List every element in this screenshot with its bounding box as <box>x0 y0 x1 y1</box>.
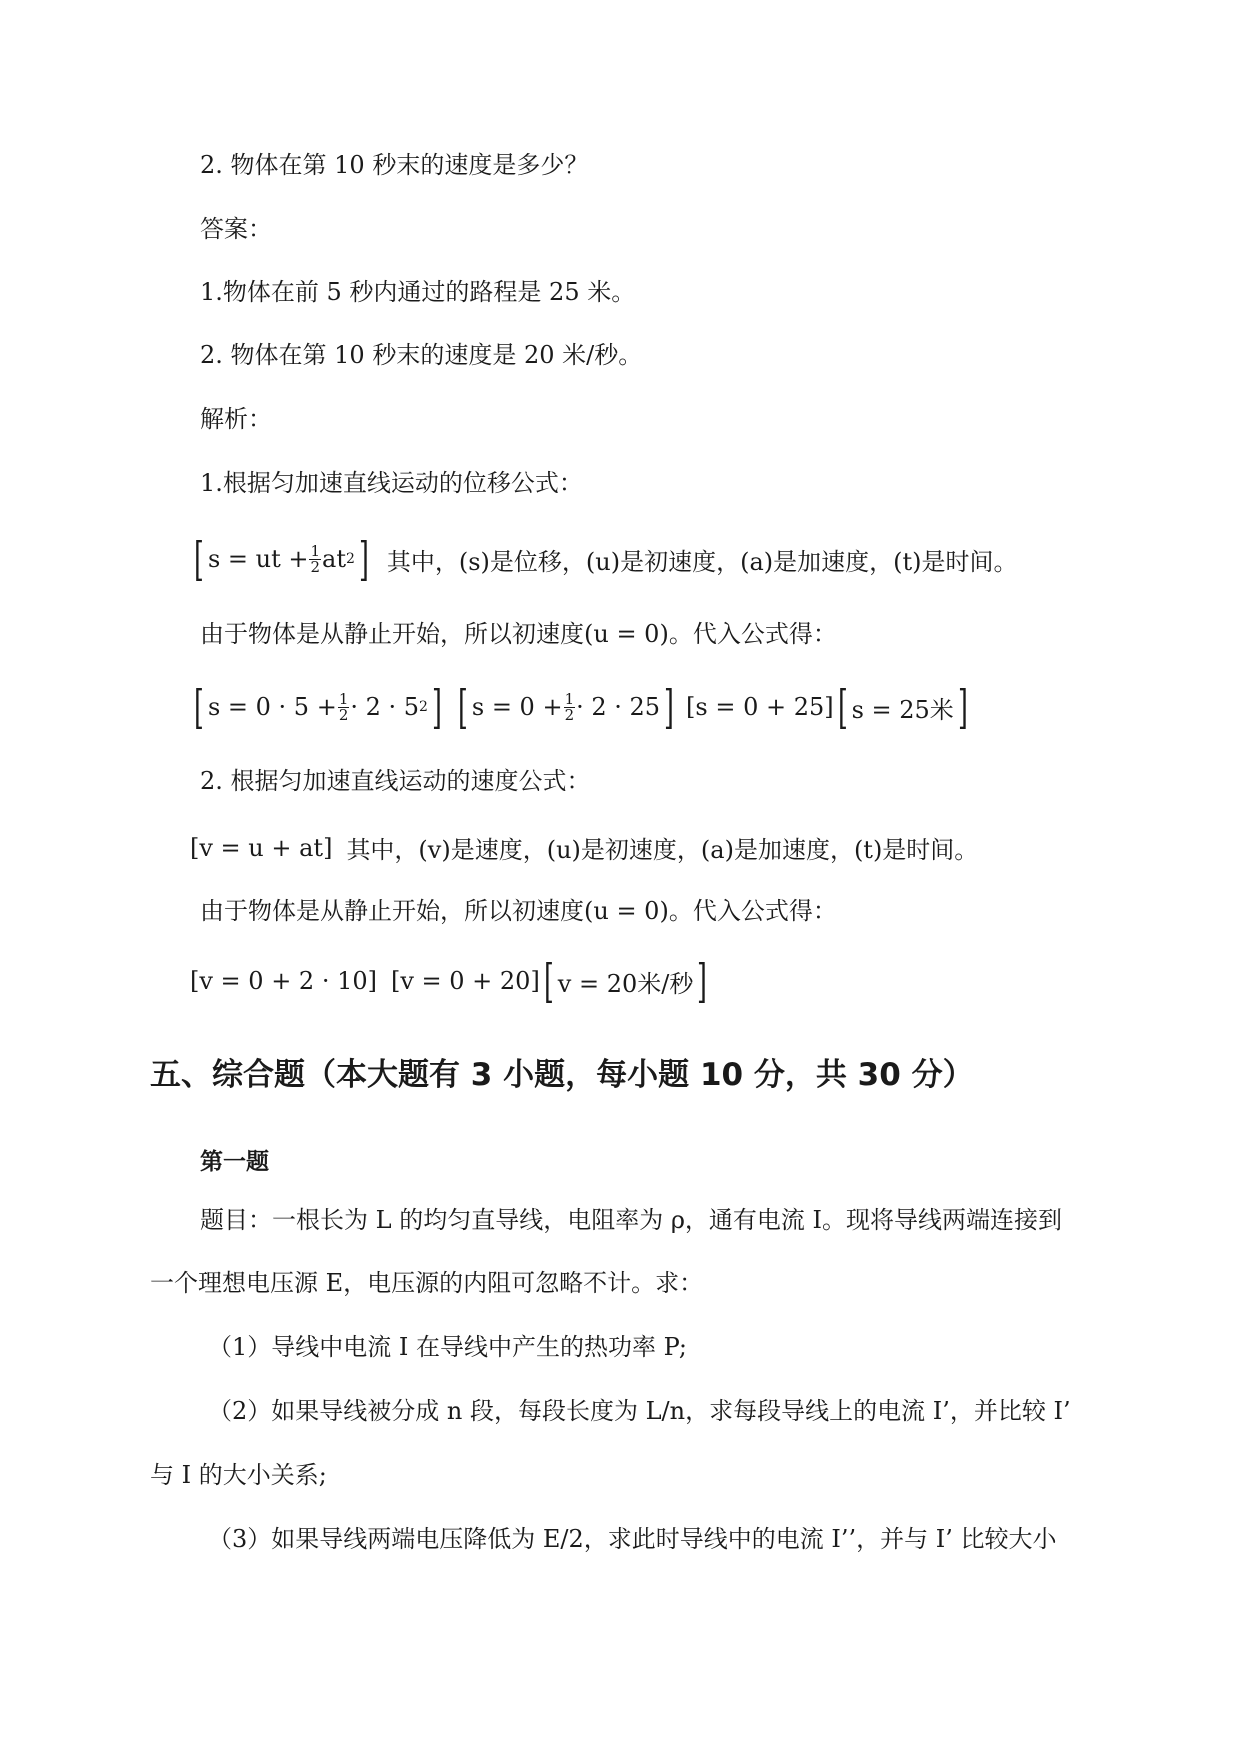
answer-1: 1.物体在前 5 秒内通过的路程是 25 米。 <box>200 278 636 306</box>
substitution-1: [ s = 0 · 5 + $\frac{1}{2}$ · 2 · 5 2 ] <box>194 680 442 734</box>
velocity-substitution-row <box>190 954 711 1008</box>
question-1-text-line-1: 题目：一根长为 L 的均匀直导线，电阻率为 ρ，通有电流 I。现将导线两端连接到 <box>200 1206 1063 1234</box>
answer-label: 答案： <box>200 215 272 243</box>
question-1-title: 第一题 <box>200 1149 269 1175</box>
substitution-2: [ s = 0 + $\frac{1}{2}$ · 2 · 25 ] <box>457 680 674 734</box>
displacement-substitution-row <box>190 680 972 734</box>
analysis-1-static: 由于物体是从静止开始，所以初速度(u = 0)。代入公式得： <box>200 620 837 648</box>
analysis-2-intro: 2. 根据匀加速直线运动的速度公式： <box>200 767 591 795</box>
velocity-substitution-1: [v = 0 + 2 · 10] <box>190 967 377 995</box>
section-heading: 五、综合题（本大题有 3 小题，每小题 10 分，共 30 分） <box>150 1057 974 1093</box>
question-1-part-1: （1）导线中电流 I 在导线中产生的热功率 P; <box>208 1333 688 1361</box>
question-1-part-3: （3）如果导线两端电压降低为 E/2，求此时导线中的电流 I’’，并与 I’ 比较大小 <box>208 1525 1057 1553</box>
question-1-text-line-2: 一个理想电压源 E，电压源的内阻可忽略不计。求： <box>150 1269 704 1297</box>
velocity-description: 其中，(v)是速度，(u)是初速度，(a)是加速度，(t)是时间。 <box>346 836 979 864</box>
velocity-substitution-2: [v = 0 + 20] <box>390 967 540 995</box>
displacement-formula: [ s = ut + $\frac{1}{2}$ at 2 ] <box>194 532 369 586</box>
displacement-description: 其中，(s)是位移，(u)是初速度，(a)是加速度，(t)是时间。 <box>386 547 1018 576</box>
question-1-part-2-line-2: 与 I 的大小关系; <box>150 1461 327 1489</box>
displacement-formula-row <box>190 532 1018 586</box>
answer-2: 2. 物体在第 10 秒末的速度是 20 米/秒。 <box>200 341 643 369</box>
analysis-label: 解析： <box>200 405 272 433</box>
velocity-formula: [v = u + at] <box>190 833 333 862</box>
fraction-half: $\frac{1}{2}$ <box>310 541 321 576</box>
analysis-2-static: 由于物体是从静止开始，所以初速度(u = 0)。代入公式得： <box>200 897 837 925</box>
velocity-substitution-3: [ v = 20米/秒 ] <box>543 954 708 1008</box>
question-2: 2. 物体在第 10 秒末的速度是多少？ <box>200 151 589 179</box>
velocity-formula-row <box>190 830 978 865</box>
analysis-1-intro: 1.根据匀加速直线运动的位移公式： <box>200 469 583 497</box>
substitution-3: [s = 0 + 25] <box>686 693 834 721</box>
question-1-part-2-line-1: （2）如果导线被分成 n 段，每段长度为 L/n，求每段导线上的电流 I’，并比较 I’ <box>208 1397 1071 1425</box>
substitution-4: [ s = 25米 ] <box>837 680 968 734</box>
